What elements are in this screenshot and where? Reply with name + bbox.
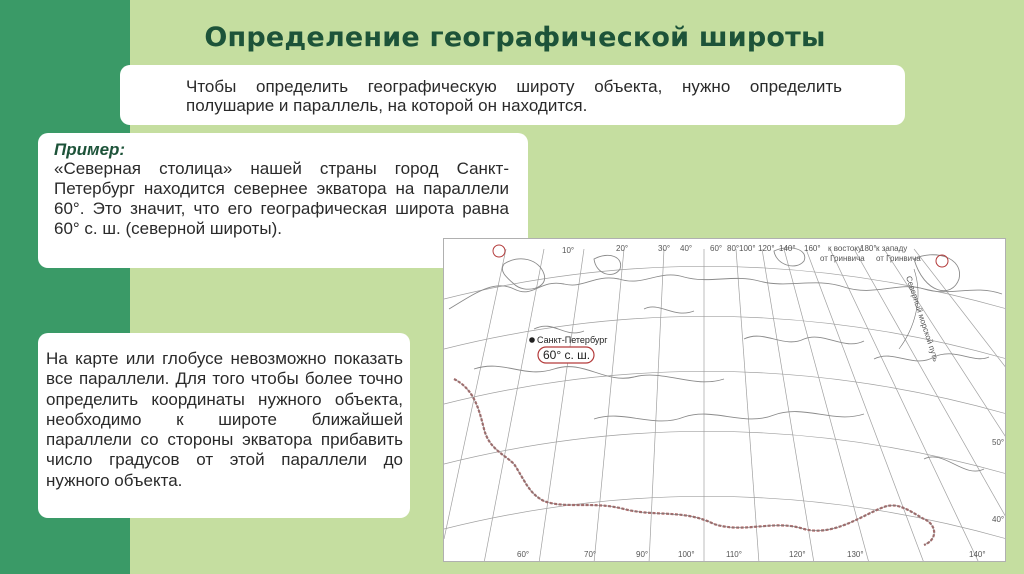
top-label-east-greenwich: от Гринвича [820,254,865,263]
top-label-180: 180° [860,244,877,253]
top-label-10: 10° [562,246,575,255]
bottom-label-100: 100° [678,550,695,559]
route-label: Северный морской путь [904,274,941,363]
city-label: Санкт-Петербург [537,335,608,345]
bottom-label-140: 140° [969,550,986,559]
top-label-20: 20° [616,244,629,253]
right-label-50: 50° [992,438,1005,447]
meridian-lines [444,249,1006,562]
top-label-140: 140° [779,244,796,253]
city-marker [529,337,535,343]
state-border-inner [454,379,934,545]
top-label-60: 60° [710,244,723,253]
intro-card [120,65,905,125]
map-graphic [444,239,1006,562]
note-text: На карте или глобусе невозможно показать все параллели. Для того чтобы более точно определить координаты нужного объекта, необходимо к широте ближайшей параллели со стороны экватора прибавить число градусов от этой параллели до нужного объекта. [46,349,403,490]
example-heading: Пример: [54,140,126,159]
top-label-160: 160° [804,244,821,253]
top-label-80: 80° [727,244,740,253]
top-label-30: 30° [658,244,671,253]
coastline [449,248,1005,471]
note-card [38,333,410,518]
bottom-label-130: 130° [847,550,864,559]
top-label-east: к востоку [828,244,862,253]
bottom-label-60: 60° [517,550,530,559]
bottom-label-120: 120° [789,550,806,559]
bottom-label-110: 110° [726,550,742,559]
state-border [454,379,934,545]
kaliningrad-marker [493,245,505,257]
top-label-west-greenwich: от Гринвича [876,254,921,263]
example-text: «Северная столица» нашей страны город Санкт-Петербург находится севернее экватора на параллели 60°. Это значит, что его географическая широта равна 60° с. ш. (северной широты). [54,159,509,238]
russia-outline-map [443,238,1006,562]
latitude-badge: 60° с. ш. [543,348,591,362]
top-label-40: 40° [680,244,693,253]
top-label-120: 120° [758,244,775,253]
slide-title: Определение географической широты [204,22,826,53]
chukotka-marker [936,255,948,267]
top-label-west: к западу [876,244,908,253]
bottom-label-90: 90° [636,550,649,559]
top-label-100: 100° [739,244,756,253]
bottom-label-70: 70° [584,550,597,559]
intro-text: Чтобы определить географическую широту объекта, нужно определить полушарие и параллель, на которой он находится. [186,77,842,115]
right-label-40: 40° [992,515,1005,524]
